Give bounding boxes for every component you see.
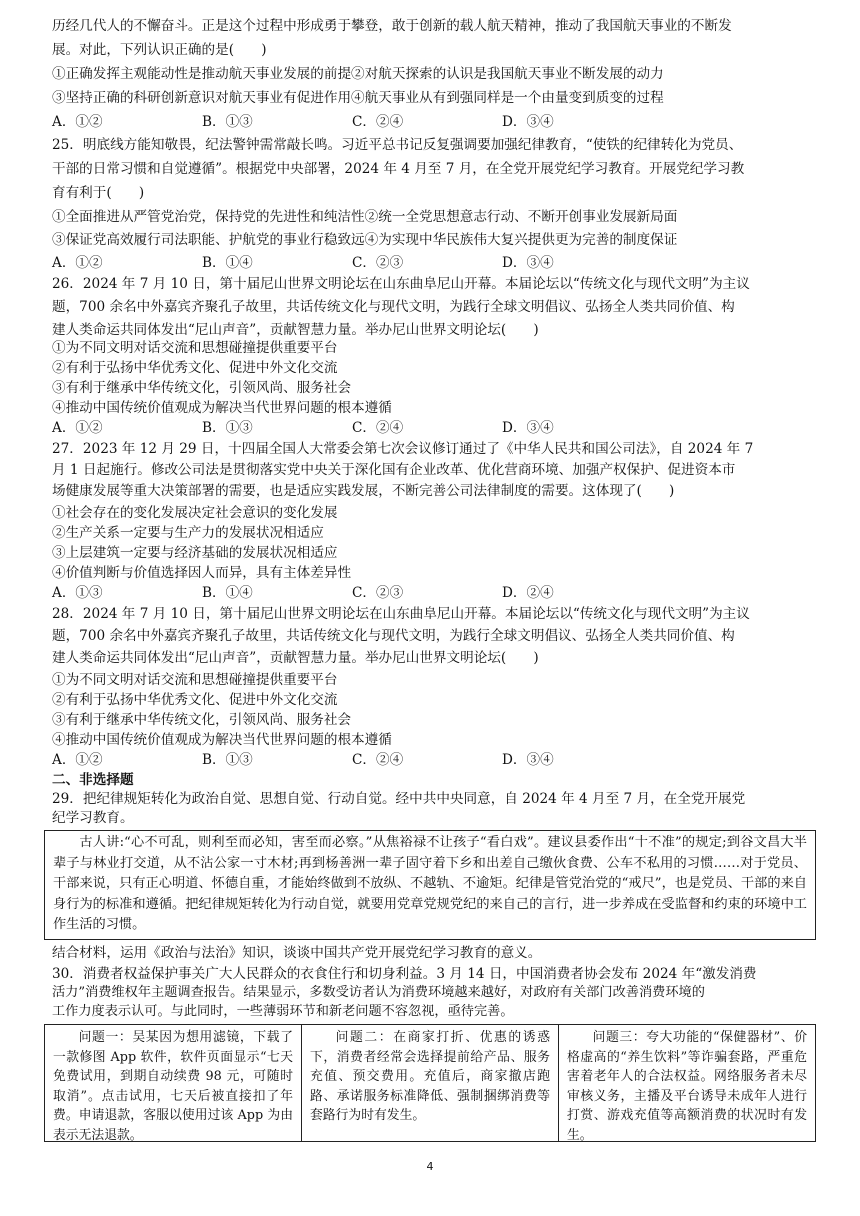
q25-stem-line-1: 25．明底线方能知敬畏，纪法警钟需常敲长鸣。习近平总书记反复强调要加强纪律教育，“使铁的纪律转化为党员、 (52, 137, 743, 153)
q26-option-c[interactable]: C．②④ (352, 420, 404, 436)
q30-problem-1: 问题一：吴某因为想用滤镜，下载了一款修图 App 软件，软件页面显示“七天免费试用，到期自动续费 98 元，可随时取消”。点击试用，七天后被直接扣了年费。申请退款，客服以使用过该 App 为由表示无法退款。 (45, 1025, 302, 1141)
q28-option-a[interactable]: A．①② (52, 752, 103, 768)
q30-problems-table (44, 1024, 816, 1142)
q28-stem-line-1: 28．2024 年 7 月 10 日，第十届尼山世界文明论坛在山东曲阜尼山开幕。本届论坛以“传统文化与现代文明”为主议 (52, 606, 750, 622)
q28-option-c[interactable]: C．②④ (352, 752, 404, 768)
q27-stem-line-2: 月 1 日起施行。修改公司法是贯彻落实党中央关于深化国有企业改革、优化营商环境、加强产权保护、促进资本市 (52, 462, 736, 478)
q27-statement-2: ②生产关系一定要与生产力的发展状况相适应 (52, 525, 324, 541)
q30-problem-2: 问题二：在商家打折、优惠的诱惑下，消费者经常会选择提前给产品、服务充值、预交费用。充值后，商家撤店跑路、承诺服务标准降低、强制捆绑消费等套路行为时有发生。 (302, 1025, 559, 1141)
q25-option-b[interactable]: B．①④ (202, 255, 253, 271)
q24-stem-line-1: 历经几代人的不懈奋斗。正是这个过程中形成勇于攀登，敢于创新的载人航天精神，推动了我国航天事业的不断发 (52, 18, 732, 34)
q27-statement-4: ④价值判断与价值选择因人而异，具有主体差异性 (52, 565, 352, 581)
q24-statements-1: ①正确发挥主观能动性是推动航天事业发展的前提②对航天探索的认识是我国航天事业不断发展的动力 (52, 66, 664, 82)
q28-statement-3: ③有利于继承中华传统文化，引领风尚、服务社会 (52, 712, 352, 728)
q24-option-b[interactable]: B．①③ (202, 114, 253, 130)
q25-stem-line-3: 育有利于( ) (52, 185, 145, 201)
q26-statement-4: ④推动中国传统价值观成为解决当代世界问题的根本遵循 (52, 400, 392, 416)
q24-option-a[interactable]: A．①② (52, 114, 103, 130)
q27-option-b[interactable]: B．①④ (202, 585, 253, 601)
q27-option-a[interactable]: A．①③ (52, 585, 103, 601)
q27-statement-3: ③上层建筑一定要与经济基础的发展状况相适应 (52, 545, 338, 561)
q24-option-c[interactable]: C．②④ (352, 114, 404, 130)
q26-stem-line-3: 建人类命运共同体发出“尼山声音”，贡献智慧力量。举办尼山世界文明论坛( ) (52, 322, 539, 338)
q30-stem-line-1: 30．消费者权益保护事关广大人民群众的衣食住行和切身利益。3 月 14 日，中国消费者协会发布 2024 年“激发消费 (52, 966, 757, 982)
q27-statement-1: ①社会存在的变化发展决定社会意识的变化发展 (52, 505, 338, 521)
page-number: 4 (426, 1160, 434, 1173)
q26-statement-2: ②有利于弘扬中华优秀文化、促进中外文化交流 (52, 360, 338, 376)
q25-stem-line-2: 干部的日常习惯和自觉遵循”。根据党中央部署，2024 年 4 月至 7 月，在全党开展党纪学习教育。开展党纪学习教 (52, 161, 745, 177)
q29-stem-line-1: 29．把纪律规矩转化为政治自觉、思想自觉、行动自觉。经中共中央同意，自 2024 年 4 月至 7 月，在全党开展党 (52, 791, 746, 807)
q29-question: 结合材料，运用《政治与法治》知识，谈谈中国共产党开展党纪学习教育的意义。 (52, 945, 542, 961)
q24-statements-2: ③坚持正确的科研创新意识对航天事业有促进作用④航天事业从有到强同样是一个由量变到质变的过程 (52, 90, 664, 106)
q25-option-c[interactable]: C．②③ (352, 255, 404, 271)
q24-option-d[interactable]: D．③④ (502, 114, 554, 130)
q29-material-text: 古人讲:“心不可乱，则利至而必知，害至而必察。”从焦裕禄不让孩子“看白戏”。建议县委作出“十不准”的规定;到谷文昌大半辈子与林业打交道，从不沾公家一寸木材;再到杨善洲一辈子固守着下乡和出差自己缴伙食费、公车不私用的习惯……对于党员、干部来说，只有正心明道、怀德自重，才能始终做到不放纵、不越轨、不逾矩。纪律是管党治党的“戒尺”，也是党员、干部的来自身行为的标准和遵循。把纪律规矩转化为行动自觉，就要用党章党规党纪的来自己的言行，进一步养成在受监督和约束的环境中工作生活的习惯。 (53, 835, 807, 932)
q28-statement-1: ①为不同文明对话交流和思想碰撞提供重要平台 (52, 672, 338, 688)
q25-statements-1: ①全面推进从严管党治党，保持党的先进性和纯洁性②统一全党思想意志行动、不断开创事业发展新局面 (52, 209, 678, 225)
q26-stem-line-2: 题，700 余名中外嘉宾齐聚孔子故里，共话传统文化与现代文明，为践行全球文明倡议、弘扬全人类共同价值、构 (52, 299, 735, 315)
q26-option-a[interactable]: A．①② (52, 420, 103, 436)
section-heading: 二、非选择题 (52, 772, 134, 788)
q26-statement-1: ①为不同文明对话交流和思想碰撞提供重要平台 (52, 340, 338, 356)
q29-stem-line-2: 纪学习教育。 (52, 810, 134, 826)
q27-stem-line-3: 场健康发展等重大决策部署的需要，也是适应实践发展，不断完善公司法律制度的需要。这体现了( ) (52, 483, 675, 499)
q26-stem-line-1: 26．2024 年 7 月 10 日，第十届尼山世界文明论坛在山东曲阜尼山开幕。本届论坛以“传统文化与现代文明”为主议 (52, 276, 750, 292)
q28-statement-4: ④推动中国传统价值观成为解决当代世界问题的根本遵循 (52, 732, 392, 748)
q28-stem-line-3: 建人类命运共同体发出“尼山声音”，贡献智慧力量。举办尼山世界文明论坛( ) (52, 650, 539, 666)
q26-option-d[interactable]: D．③④ (502, 420, 554, 436)
q26-option-b[interactable]: B．①③ (202, 420, 253, 436)
q30-stem-line-3: 工作力度表示认可。与此同时，一些薄弱环节和新老问题不容忽视，亟待完善。 (52, 1004, 514, 1019)
q27-option-c[interactable]: C．②③ (352, 585, 404, 601)
q24-stem-line-2: 展。对此，下列认识正确的是( ) (52, 42, 267, 58)
q25-option-d[interactable]: D．③④ (502, 255, 554, 271)
q28-option-d[interactable]: D．③④ (502, 752, 554, 768)
q30-problem-3: 问题三：夸大功能的“保健器材”、价格虚高的“养生饮料”等诈骗套路，严重危害着老年人的合法权益。网络服务者未尽审核义务，主播及平台诱导未成年人进行打赏、游戏充值等高额消费的状况时有发生。 (567, 1030, 807, 1143)
q25-option-a[interactable]: A．①② (52, 255, 103, 271)
q30-stem-line-2: 活力”消费维权年主题调查报告。结果显示，多数受访者认为消费环境越来越好，对政府有关部门改善消费环境的 (52, 985, 705, 1000)
q29-material-box (44, 830, 816, 940)
q27-option-d[interactable]: D．②④ (502, 585, 554, 601)
q27-stem-line-1: 27．2023 年 12 月 29 日，十四届全国人大常委会第七次会议修订通过了《中华人民共和国公司法》，自 2024 年 7 (52, 441, 754, 457)
q28-stem-line-2: 题，700 余名中外嘉宾齐聚孔子故里，共话传统文化与现代文明，为践行全球文明倡议、弘扬全人类共同价值、构 (52, 628, 735, 644)
q25-statements-2: ③保证党高效履行司法职能、护航党的事业行稳致远④为实现中华民族伟大复兴提供更为完善的制度保证 (52, 232, 678, 248)
q28-option-b[interactable]: B．①③ (202, 752, 253, 768)
q28-statement-2: ②有利于弘扬中华优秀文化、促进中外文化交流 (52, 692, 338, 708)
q26-statement-3: ③有利于继承中华传统文化，引领风尚、服务社会 (52, 380, 352, 396)
